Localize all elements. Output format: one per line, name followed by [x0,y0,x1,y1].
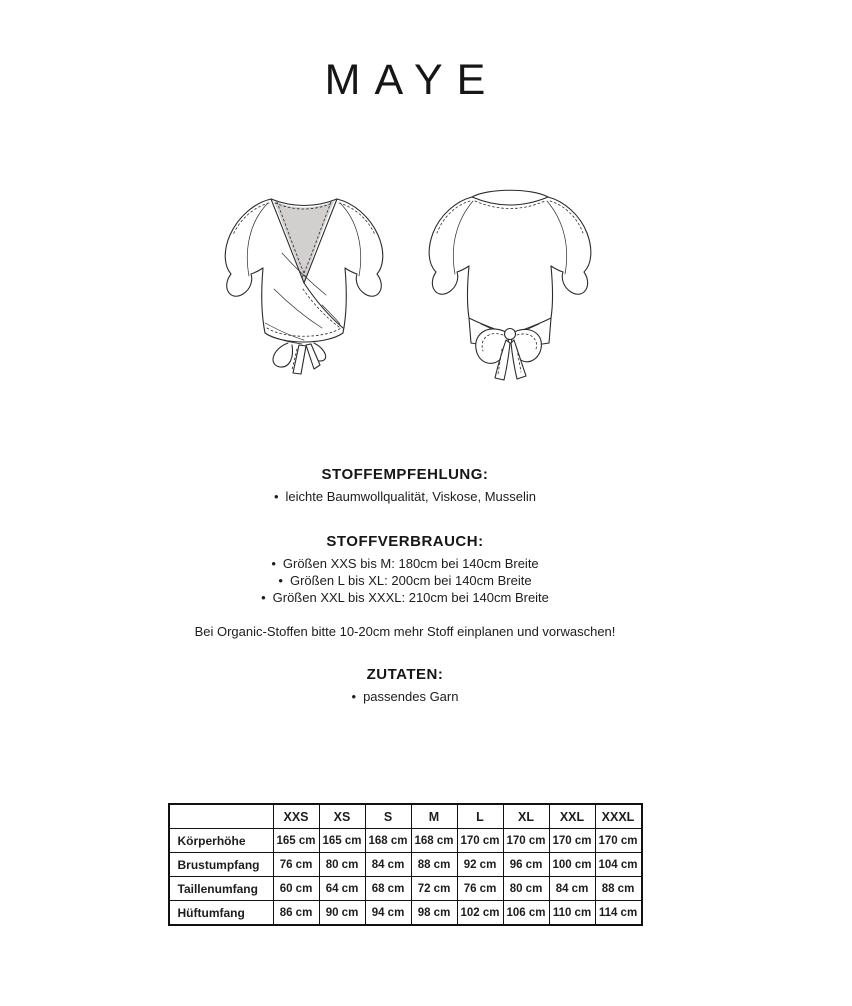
size-column-header: XXS [273,804,319,829]
size-value-cell: 170 cm [457,829,503,853]
table-header-row [169,804,642,829]
size-value-cell: 98 cm [411,901,457,926]
size-value-cell: 80 cm [319,853,365,877]
technical-drawings [0,177,810,382]
size-value-cell: 170 cm [503,829,549,853]
pattern-info-page [0,58,852,1006]
content-column [0,58,810,926]
stoffempfehlung-list [0,488,810,505]
size-value-cell: 106 cm [503,901,549,926]
size-value-cell: 60 cm [273,877,319,901]
section-zutaten [0,666,810,705]
size-value-cell: 170 cm [549,829,595,853]
table-row [169,829,642,853]
front-view-illustration [202,177,407,377]
size-value-cell: 165 cm [273,829,319,853]
section-stoffempfehlung [0,466,810,505]
size-value-cell: 68 cm [365,877,411,901]
size-value-cell: 88 cm [595,877,642,901]
size-value-cell: 102 cm [457,901,503,926]
size-value-cell: 72 cm [411,877,457,901]
size-value-cell: 76 cm [273,853,319,877]
size-value-cell: 114 cm [595,901,642,926]
row-label: Brustumpfang [169,853,274,877]
list-item: • passendes Garn [0,688,810,705]
size-value-cell: 90 cm [319,901,365,926]
list-item: • leichte Baumwollqualität, Viskose, Musselin [0,488,810,505]
list-item: • Größen XXS bis M: 180cm bei 140cm Breite [0,555,810,572]
neckline-inset [274,201,334,282]
corner-cell [169,804,274,829]
row-label: Körperhöhe [169,829,274,853]
table-row [169,901,642,926]
size-value-cell: 84 cm [365,853,411,877]
size-column-header: XL [503,804,549,829]
size-value-cell: 104 cm [595,853,642,877]
zutaten-heading: ZUTATEN: [366,666,444,684]
size-value-cell: 165 cm [319,829,365,853]
size-table-header [169,804,642,829]
row-label: Hüftumfang [169,901,274,926]
size-value-cell: 88 cm [411,853,457,877]
size-value-cell: 92 cm [457,853,503,877]
list-item: • Größen XXL bis XXXL: 210cm bei 140cm Breite [0,589,810,606]
stoffverbrauch-heading: STOFFVERBRAUCH: [326,533,484,551]
size-value-cell: 64 cm [319,877,365,901]
size-value-cell: 168 cm [411,829,457,853]
size-column-header: XXL [549,804,595,829]
size-value-cell: 86 cm [273,901,319,926]
organic-fabric-note: Bei Organic-Stoffen bitte 10-20cm mehr Stoff einplanen und vorwaschen! [194,624,616,640]
section-stoffverbrauch [0,533,810,640]
size-value-cell: 94 cm [365,901,411,926]
size-value-cell: 96 cm [503,853,549,877]
size-value-cell: 110 cm [549,901,595,926]
back-view-illustration [413,177,608,382]
size-value-cell: 80 cm [503,877,549,901]
table-row [169,877,642,901]
page-title: MAYE [324,56,500,104]
size-value-cell: 76 cm [457,877,503,901]
size-column-header: L [457,804,503,829]
size-column-header: M [411,804,457,829]
stoffempfehlung-heading: STOFFEMPFEHLUNG: [321,466,489,484]
size-column-header: S [365,804,411,829]
size-value-cell: 84 cm [549,877,595,901]
zutaten-list [0,688,810,705]
size-table [168,803,643,926]
list-item: • Größen L bis XL: 200cm bei 140cm Breite [0,572,810,589]
size-value-cell: 100 cm [549,853,595,877]
size-value-cell: 170 cm [595,829,642,853]
size-column-header: XS [319,804,365,829]
size-table-body [169,829,642,926]
stoffverbrauch-list [0,555,810,606]
table-row [169,853,642,877]
size-value-cell: 168 cm [365,829,411,853]
size-column-header: XXXL [595,804,642,829]
row-label: Taillenumfang [169,877,274,901]
